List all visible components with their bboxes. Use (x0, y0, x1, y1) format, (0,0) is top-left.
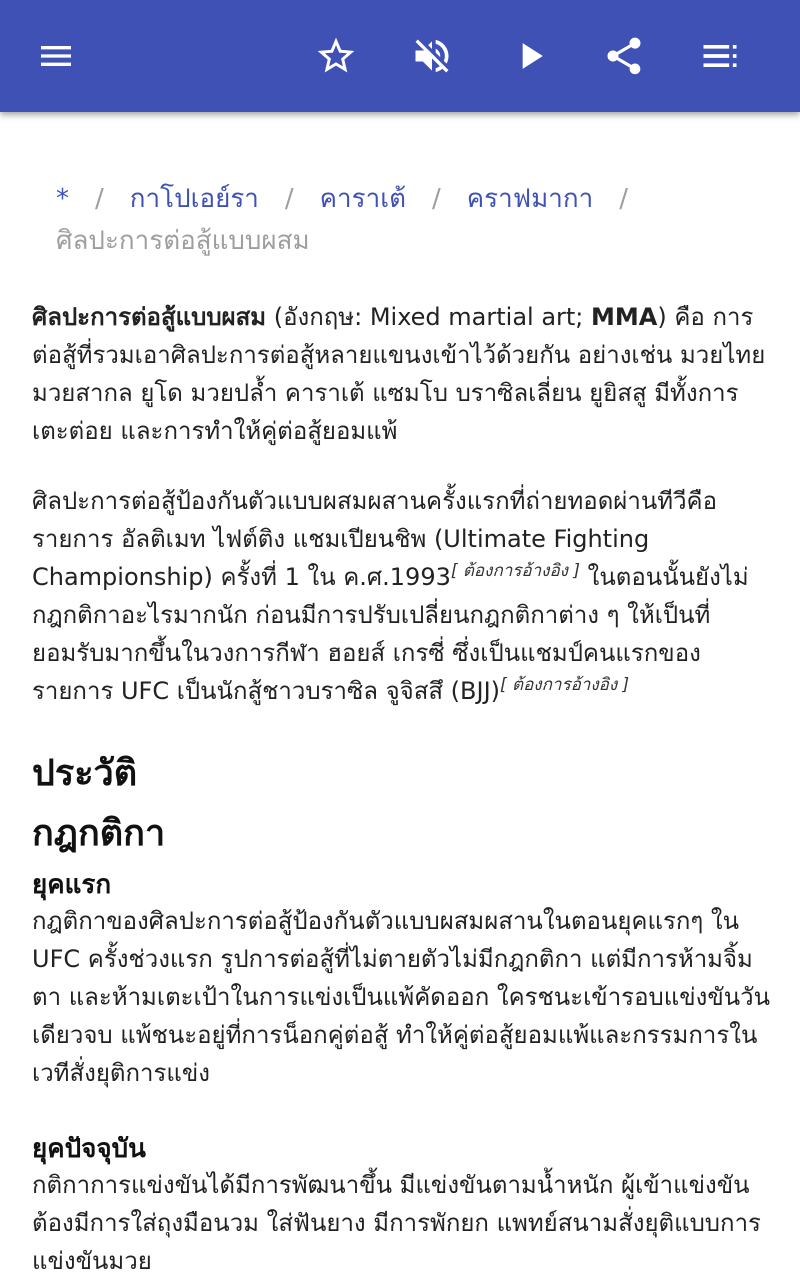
volume-off-icon[interactable] (406, 30, 458, 82)
breadcrumb-separator: / (431, 184, 441, 214)
app-toolbar (0, 0, 800, 112)
history-intro-text: ศิลปะการต่อสู้ป้องกันตัวแบบผสมผสานครั้งแรกที่ถ่ายทอดผ่านทีวีคือ รายการ อัลติเมท ไฟต์ติง แชมเปียนชิพ (Ultimate Fighting Championship) ครั้งที่ 1 ใน ค.ศ.1993 (32, 487, 718, 591)
heading-early-era: ยุคแรก (32, 870, 112, 900)
breadcrumb (56, 178, 756, 262)
breadcrumb-item-krav-maga[interactable]: คราฟมากา (466, 184, 594, 214)
list-icon[interactable] (694, 30, 746, 82)
citation-needed-link[interactable]: [ ต้องการอ้างอิง ] (450, 561, 581, 581)
heading-rules: กฎกติกา (32, 813, 166, 854)
share-icon[interactable] (598, 30, 650, 82)
citation-needed-link[interactable]: [ ต้องการอ้างอิง ] (500, 675, 630, 695)
breadcrumb-item-capoeira[interactable]: กาโปเอย์รา (129, 184, 259, 214)
breadcrumb-separator: / (284, 184, 294, 214)
heading-modern-era: ยุคปัจจุบัน (32, 1134, 146, 1164)
intro-term: ศิลปะการต่อสู้แบบผสม (32, 303, 267, 331)
breadcrumb-item-karate[interactable]: คาราเต้ (319, 184, 406, 214)
menu-icon[interactable] (30, 30, 82, 82)
modern-era-paragraph: กติกาการแข่งขันได้มีการพัฒนาขึ้น มีแข่งขันตามน้ำหนัก ผู้เข้าแข่งขันต้องมีการใส่ถุงมือนวม ใส่ฟันยาง มีการพักยก แพทย์สนามสั่งยุติแบบการแข่งขันมวย (32, 1171, 761, 1275)
intro-paragraph (32, 298, 772, 450)
breadcrumb-item-home[interactable]: * (56, 184, 69, 214)
breadcrumb-separator: / (619, 184, 628, 214)
article-content (0, 112, 800, 1280)
intro-text: (อังกฤษ: Mixed martial art; (266, 303, 592, 331)
history-intro-paragraph (32, 482, 772, 710)
breadcrumb-separator: / (95, 184, 104, 214)
play-icon[interactable] (504, 30, 556, 82)
intro-abbr: MMA (591, 303, 658, 331)
star-icon[interactable] (310, 30, 362, 82)
intro-text: ) คือ การต่อสู้ที่รวมเอาศิลปะการต่อสู้หลายแขนงเข้าไว้ด้วยกัน อย่างเช่น มวยไทย มวยสากล ยูโด มวยปล้ำ คาราเต้ แซมโบ บราซิลเลี่ยน ยูยิสสู มีทั้งการเตะต่อย และการทำให้คู่ต่อสู้ยอมแพ้ (32, 303, 766, 445)
heading-history: ประวัติ (32, 753, 138, 794)
early-era-paragraph: กฎติกาของศิลปะการต่อสู้ป้องกันตัวแบบผสมผสานในตอนยุคแรกๆ ใน UFC ครั้งช่วงแรก รูปการต่อสู้ที่ไม่ตายตัวไม่มีกฎกติกา แต่มีการห้ามจิ้มตา และห้ามเตะเป้าในการแข่งเป็นแพ้คัดออก ใครชนะเข้ารอบแข่งขันวันเดียวจบ แพ้ชนะอยู่ที่การน็อกคู่ต่อสู้ ทำให้คู่ต่อสู้ยอมแพ้และกรรมการในเวทีสั่งยุติการแข่ง (32, 907, 771, 1087)
history-intro-text: ในตอนนั้นยังไม่กฎกติกาอะไรมากนัก ก่อนมีการปรับเปลี่ยนกฎกติกาต่าง ๆ ให้เป็นที่ยอมรับมากขึ้นในวงการกีฬา ฮอยส์ เกรซี่ ซึ่งเป็นแชมป์คนแรกของรายการ UFC เป็นนักสู้ชาวบราซิล จูจิสสึ (BJJ) (32, 563, 749, 705)
breadcrumb-current: ศิลปะการต่อสู้แบบผสม (56, 226, 310, 256)
